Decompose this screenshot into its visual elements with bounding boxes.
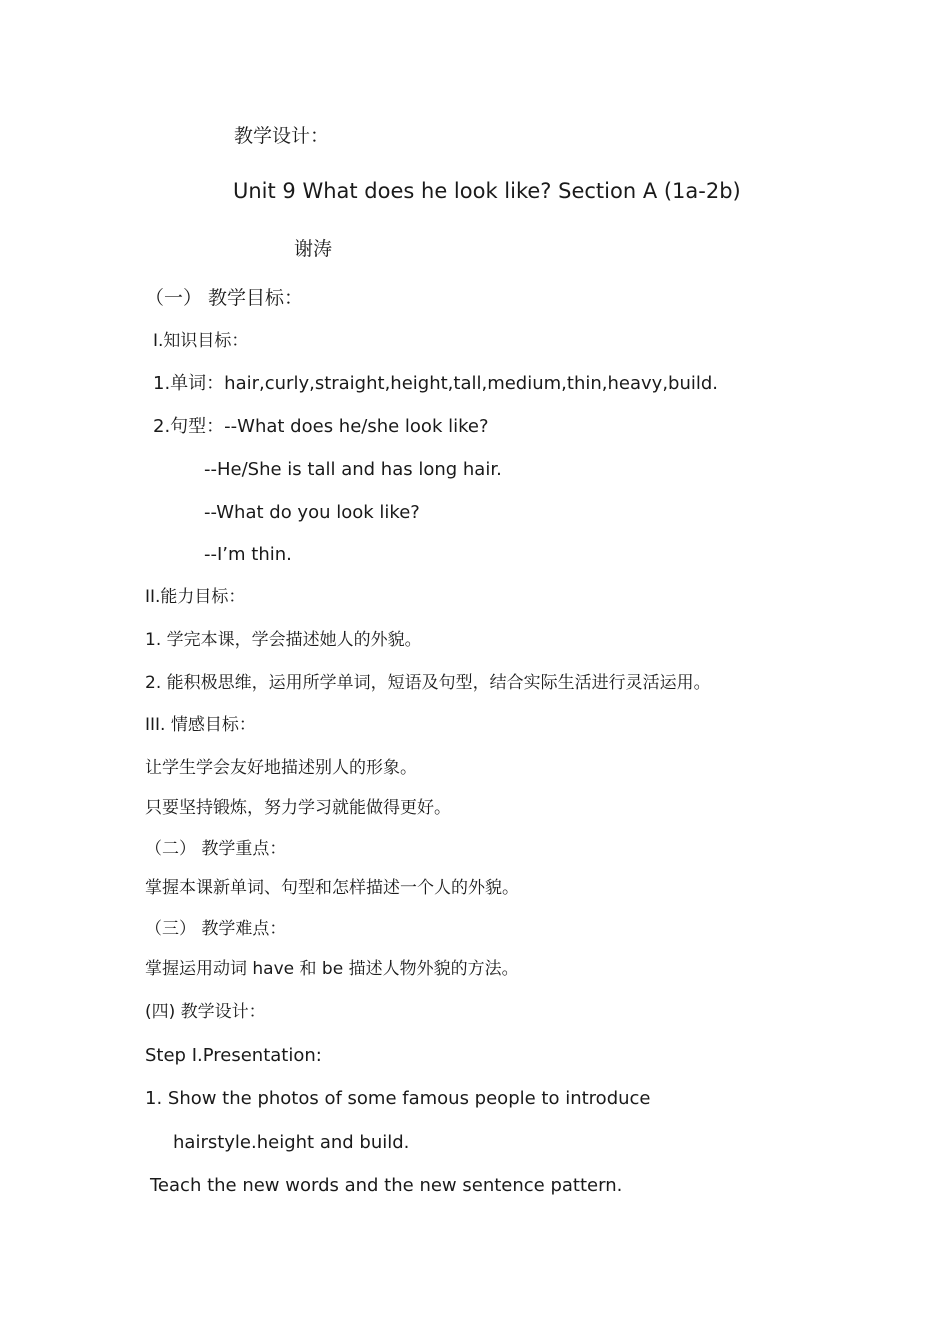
step-1-item-1: 1. Show the photos of some famous people to introduce xyxy=(145,1088,651,1109)
ability-goal-2: 2. 能积极思维，运用所学单词，短语及句型，结合实际生活进行灵活运用。 xyxy=(145,673,711,693)
author-name: 谢涛 xyxy=(294,238,333,260)
emotion-goal-1: 让学生学会友好地描述别人的形象。 xyxy=(145,758,417,778)
ability-goals-label: II.能力目标： xyxy=(145,587,246,607)
knowledge-goals-label: I.知识目标： xyxy=(153,331,249,351)
lesson-title: Unit 9 What does he look like? Section A (1a-2b) xyxy=(233,179,741,203)
sentence-pattern-answer-1: --He/She is tall and has long hair. xyxy=(204,459,502,480)
ability-goal-1: 1. 学完本课，学会描述她人的外貌。 xyxy=(145,630,422,650)
sentence-pattern-line: 2.句型：--What does he/she look like? xyxy=(153,416,489,437)
difficult-points-text: 掌握运用动词 have 和 be 描述人物外貌的方法。 xyxy=(145,959,519,979)
section-4-heading: (四) 教学设计： xyxy=(145,1002,266,1022)
heading-label: 教学设计： xyxy=(234,125,330,147)
step-1-heading: Step I.Presentation: xyxy=(145,1045,322,1066)
emotion-goal-2: 只要坚持锻炼，努力学习就能做得更好。 xyxy=(145,798,451,818)
step-1-item-2: Teach the new words and the new sentence pattern. xyxy=(150,1175,623,1196)
emotion-goals-label: III. 情感目标： xyxy=(145,715,256,735)
sentence-pattern-question-2: --What do you look like? xyxy=(204,502,420,523)
section-3-heading: （三） 教学难点： xyxy=(145,919,287,939)
section-2-heading: （二） 教学重点： xyxy=(145,839,287,859)
key-points-text: 掌握本课新单词、句型和怎样描述一个人的外貌。 xyxy=(145,878,519,898)
step-1-item-1-continued: hairstyle.height and build. xyxy=(173,1132,410,1153)
sentence-pattern-answer-2: --I’m thin. xyxy=(204,544,292,565)
vocabulary-line: 1.单词：hair,curly,straight,height,tall,medium,thin,heavy,build. xyxy=(153,373,719,394)
section-1-heading: （一） 教学目标： xyxy=(145,287,304,309)
